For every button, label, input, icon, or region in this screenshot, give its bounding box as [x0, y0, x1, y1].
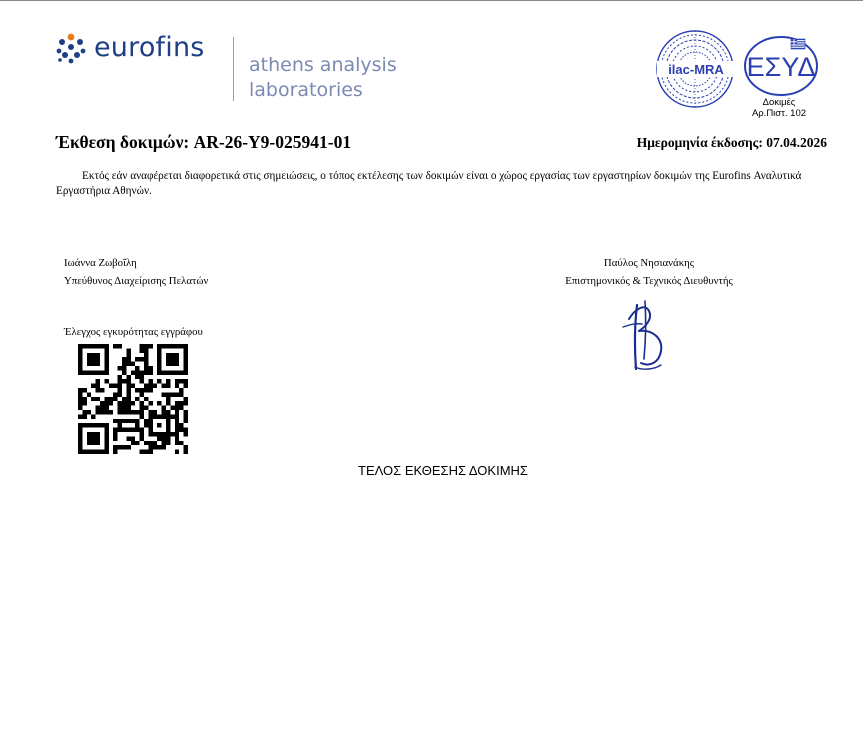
handwritten-signature	[615, 297, 675, 375]
ilac-mra-logo-icon	[657, 31, 735, 107]
signatory-left-role: Υπεύθυνος Διαχείρισης Πελατών	[64, 275, 209, 287]
signatory-left-name: Ιωάννα Ζωβοΐλη	[64, 257, 137, 269]
esyd-caption-line1: Δοκιμές	[762, 97, 796, 108]
esyd-caption-line2: Αρ.Πιστ. 102	[751, 108, 807, 119]
signatory-right-name: Παύλος Νησιανάκης	[603, 257, 695, 269]
signatory-right	[557, 254, 741, 290]
signatory-right-role: Επιστημονικός & Τεχνικός Διευθυντής	[565, 275, 733, 287]
qr-code-icon[interactable]	[78, 344, 188, 454]
eurofins-logo	[54, 29, 205, 69]
esyd-caption	[739, 97, 819, 119]
esyd-logo-icon	[745, 37, 817, 95]
signatory-left	[64, 254, 208, 290]
document-validity-label: Έλεγχος εγκυρότητας εγγράφου	[64, 326, 203, 338]
report-title: Έκθεση δοκιμών: AR-26-Y9-025941-01	[56, 132, 352, 152]
brand-name: eurofins	[94, 31, 205, 63]
lab-name	[249, 53, 397, 103]
issue-date: Ημερομηνία έκδοσης: 07.04.2026	[636, 135, 827, 150]
eurofins-dots-icon	[54, 32, 88, 66]
ilac-logo-text: ilac-MRA	[668, 62, 724, 77]
end-of-report: ΤΕΛΟΣ ΕΚΘΕΣΗΣ ΔΟΚΙΜΗΣ	[358, 463, 528, 478]
lab-name-line2: laboratories	[249, 79, 363, 101]
lab-name-line1: athens analysis	[249, 54, 397, 76]
test-location-note: Εκτός εάν αναφέρεται διαφορετικά στις σημειώσεις, ο τόπος εκτέλεσης των δοκιμών είναι ο χώρος εργασίας των εργαστηρίων δοκιμών της Eurofins Αναλυτικά Εργαστήρια Αθηνών.	[56, 170, 802, 197]
logo-divider	[233, 37, 234, 101]
esyd-logo-text: ΕΣΥΔ	[746, 52, 816, 82]
